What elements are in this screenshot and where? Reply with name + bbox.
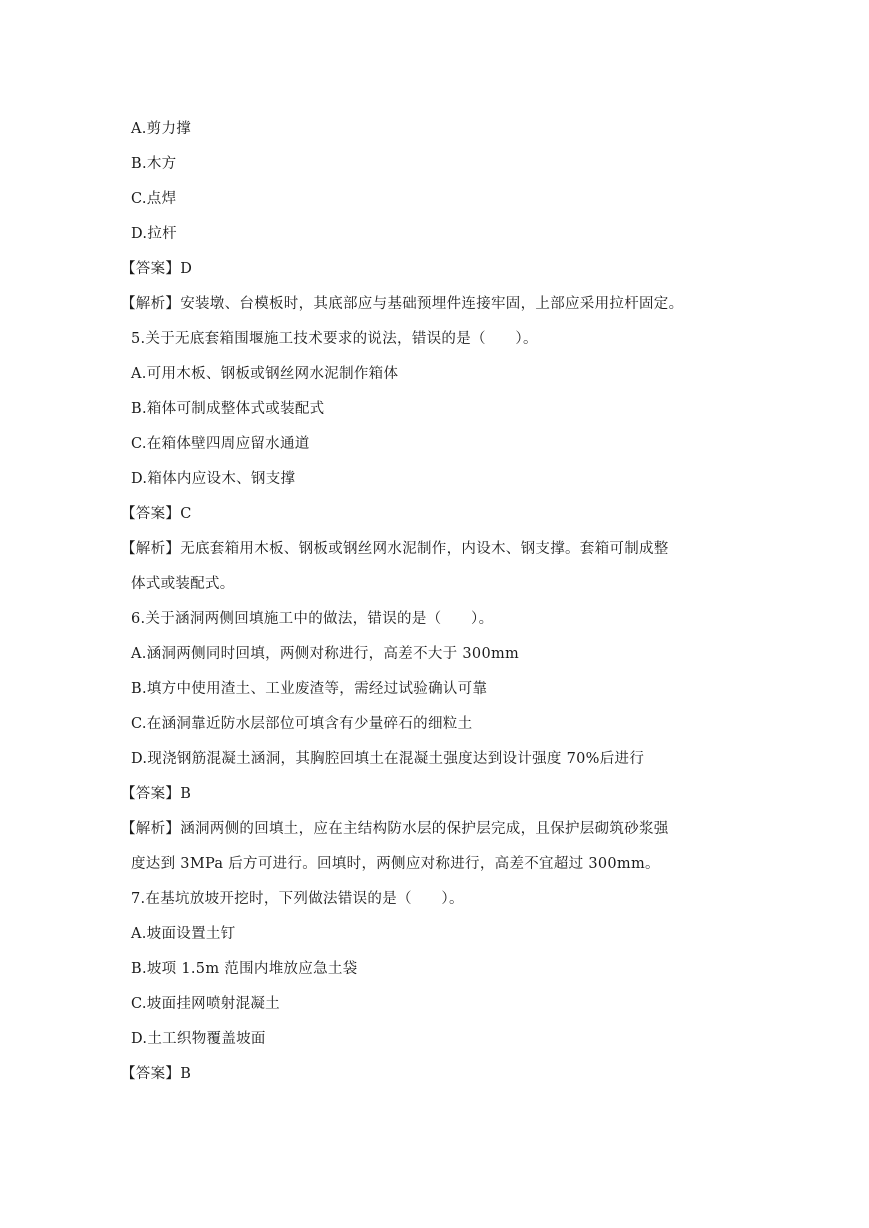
option-d-line: D.现浇钢筋混凝土涵洞，其胸腔回填土在混凝土强度达到设计强度 70%后进行 — [131, 751, 645, 767]
option-c-line: C.在涵洞靠近防水层部位可填含有少量碎石的细粒土 — [131, 716, 473, 732]
option-b-line: B.坡项 1.5m 范围内堆放应急土袋 — [131, 961, 358, 977]
option-a-line: A.涵洞两侧同时回填，两侧对称进行，高差不大于 300mm — [131, 646, 520, 662]
answer-line: 【答案】B — [121, 1066, 192, 1082]
option-a-line: A.可用木板、钢板或钢丝网水泥制作箱体 — [131, 366, 399, 382]
option-d-line: D.拉杆 — [131, 226, 177, 242]
option-b-line: B.箱体可制成整体式或装配式 — [131, 401, 325, 417]
analysis-line: 【解析】安装墩、台模板时，其底部应与基础预埋件连接牢固，上部应采用拉杆固定。 — [121, 296, 684, 312]
option-c-line: C.点焊 — [131, 191, 177, 207]
answer-line: 【答案】B — [121, 786, 192, 802]
question-7-line: 7.在基坑放坡开挖时，下列做法错误的是（ ）。 — [131, 891, 464, 907]
option-b-line: B.木方 — [131, 156, 177, 172]
option-a-line: A.坡面设置土钉 — [131, 926, 236, 942]
option-c-line: C.在箱体壁四周应留水通道 — [131, 436, 310, 452]
option-c-line: C.坡面挂网喷射混凝土 — [131, 996, 280, 1012]
question-5-line: 5.关于无底套箱围堰施工技术要求的说法，错误的是（ ）。 — [131, 331, 538, 347]
option-d-line: D.箱体内应设木、钢支撑 — [131, 471, 296, 487]
answer-line: 【答案】C — [121, 506, 192, 522]
option-b-line: B.填方中使用渣土、工业废渣等，需经过试验确认可靠 — [131, 681, 488, 697]
analysis-continued-line: 度达到 3MPa 后方可进行。回填时，两侧应对称进行，高差不宜超过 300mm。 — [131, 856, 660, 872]
option-a-line: A.剪力撑 — [131, 121, 192, 137]
analysis-continued-line: 体式或装配式。 — [131, 576, 235, 592]
analysis-line: 【解析】无底套箱用木板、钢板或钢丝网水泥制作，内设木、钢支撑。套箱可制成整 — [121, 541, 669, 557]
option-d-line: D.土工织物覆盖坡面 — [131, 1031, 266, 1047]
answer-line: 【答案】D — [121, 261, 193, 277]
analysis-line: 【解析】涵洞两侧的回填土，应在主结构防水层的保护层完成，且保护层砌筑砂浆强 — [121, 821, 669, 837]
question-6-line: 6.关于涵洞两侧回填施工中的做法，错误的是（ ）。 — [131, 611, 494, 627]
